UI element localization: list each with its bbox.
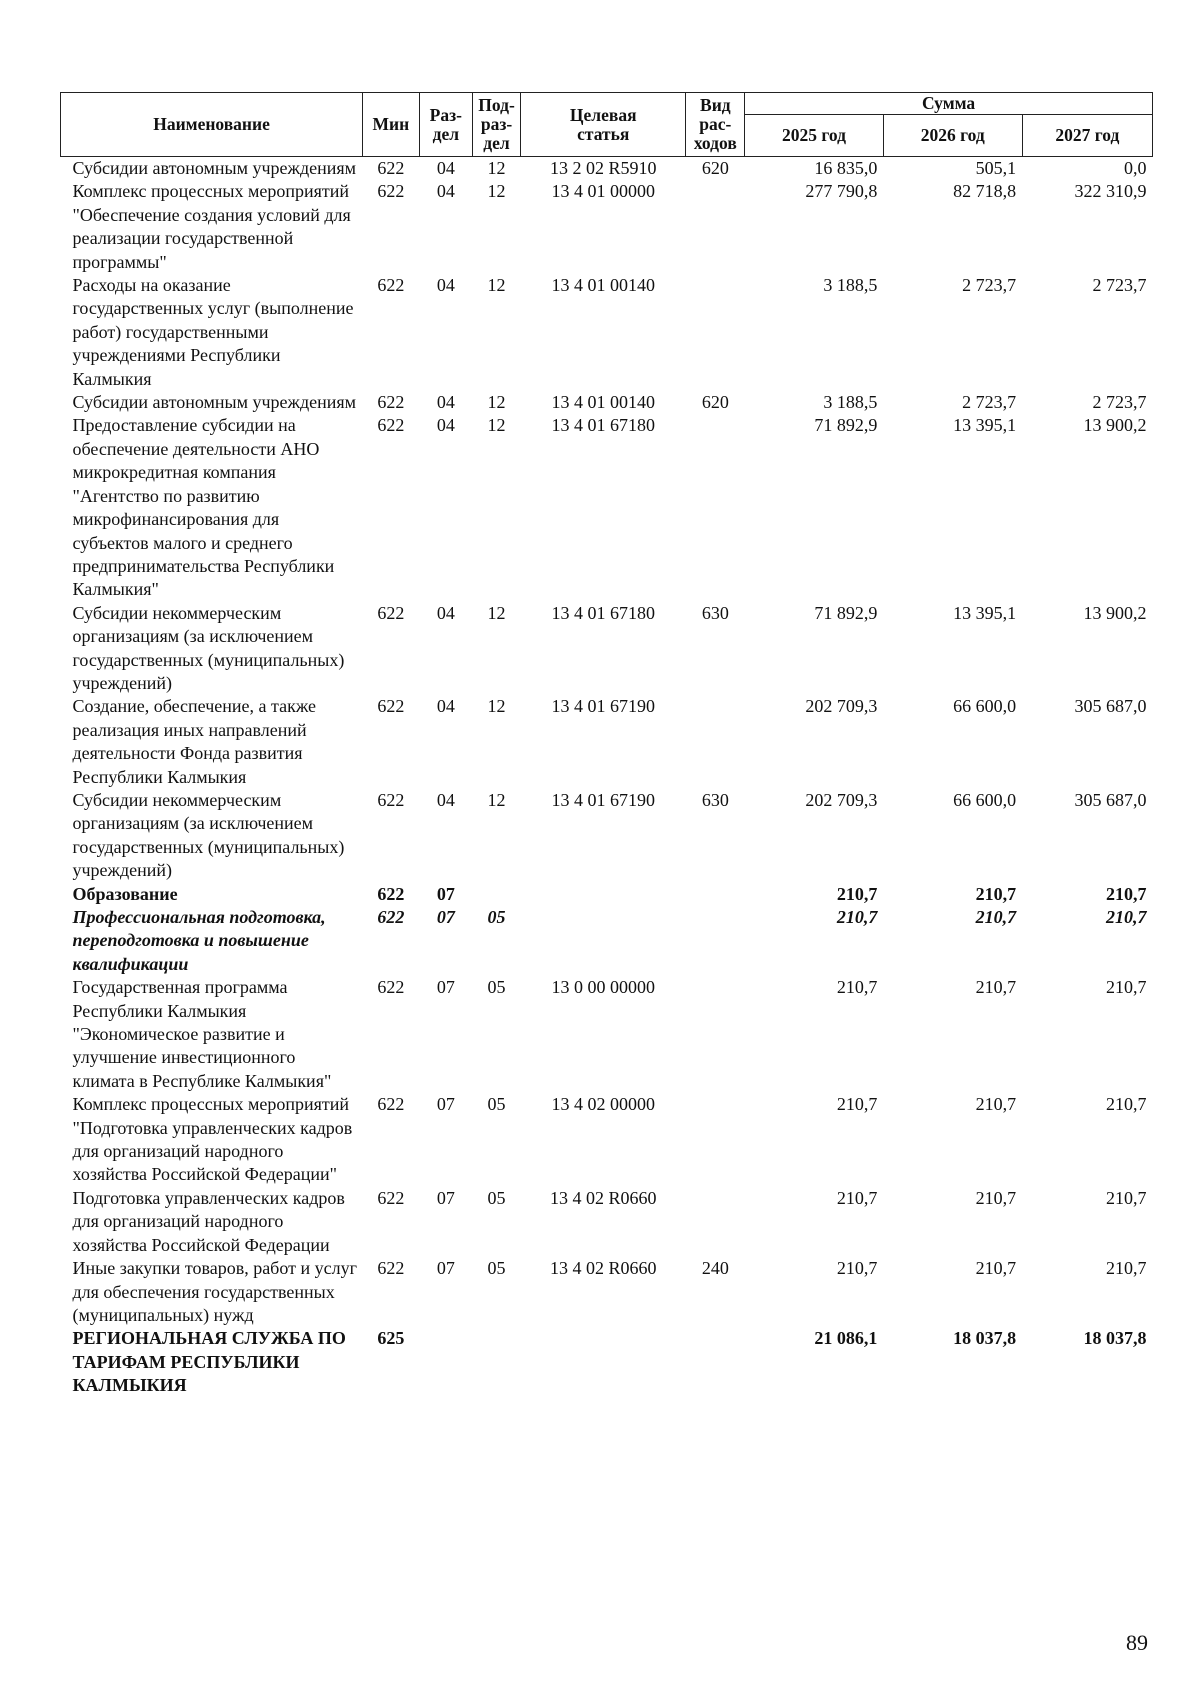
row-target-article: 13 0 00 00000	[551, 977, 655, 998]
row-sum-2025: 210,7	[836, 883, 878, 904]
row-podrazdel	[473, 1327, 521, 1397]
row-sum-2027: 2 723,7	[1092, 392, 1147, 413]
row-sum-2025: 210,7	[836, 1187, 878, 1208]
row-target-article	[521, 906, 686, 976]
row-target-article: 13 4 01 00140	[551, 275, 655, 296]
row-razdel: 07	[436, 1258, 455, 1279]
row-name: Создание, обеспечение, а также реализация иных направлений деятельности Фонда развития Республики Калмыкия	[72, 696, 317, 787]
row-podrazdel: 12	[487, 789, 506, 810]
row-expense-type: 240	[701, 1258, 729, 1279]
row-razdel: 04	[436, 602, 455, 623]
header-razdel: Раз- дел	[419, 93, 472, 157]
table-row	[61, 602, 1153, 696]
row-name: Подготовка управленческих кадров для организаций народного хозяйства Российской Федерации	[72, 1187, 345, 1255]
row-sum-2025: 210,7	[836, 977, 878, 998]
row-razdel: 04	[436, 275, 455, 296]
row-razdel: 04	[436, 696, 455, 717]
row-min: 622	[377, 158, 405, 178]
header-year-2027: 2027 год	[1022, 115, 1152, 157]
row-sum-2027: 2 723,7	[1092, 275, 1147, 296]
table-row	[61, 976, 1153, 1093]
row-name: РЕГИОНАЛЬНАЯ СЛУЖБА ПО ТАРИФАМ РЕСПУБЛИКИ КАЛМЫКИЯ	[72, 1328, 346, 1396]
row-expense-type	[686, 1093, 745, 1187]
row-podrazdel: 05	[487, 1258, 506, 1279]
row-sum-2026: 18 037,8	[953, 1328, 1017, 1349]
row-expense-type: 620	[701, 392, 729, 413]
table-row	[61, 1257, 1153, 1327]
row-min: 622	[377, 883, 405, 904]
row-sum-2027: 210,7	[1106, 1094, 1147, 1115]
table-row	[61, 695, 1153, 789]
row-sum-2025: 210,7	[836, 1258, 878, 1279]
row-name: Субсидии некоммерческим организациям (за исключением государственных (муниципальных) учреждений)	[72, 789, 345, 881]
row-sum-2026: 13 395,1	[953, 602, 1017, 623]
row-sum-2027: 305 687,0	[1074, 789, 1147, 810]
row-min: 625	[377, 1328, 405, 1349]
row-target-article	[521, 883, 686, 906]
row-sum-2026: 2 723,7	[962, 392, 1017, 413]
row-name: Комплекс процессных мероприятий "Обеспечение создания условий для реализации государственной программы"	[72, 181, 351, 272]
row-razdel: 04	[436, 158, 455, 178]
table-row	[61, 789, 1153, 883]
row-sum-2025: 21 086,1	[814, 1328, 878, 1349]
table-row	[61, 1187, 1153, 1257]
row-expense-type	[686, 695, 745, 789]
row-expense-type: 630	[701, 789, 729, 810]
row-razdel: 04	[436, 181, 455, 202]
row-sum-2027: 13 900,2	[1083, 602, 1147, 623]
row-min: 622	[377, 907, 405, 927]
row-min: 622	[377, 1094, 405, 1115]
row-target-article: 13 4 02 R0660	[549, 1258, 657, 1279]
row-podrazdel: 12	[487, 275, 506, 296]
table-row	[61, 157, 1153, 181]
row-name: Профессиональная подготовка, переподготовка и повышение квалификации	[72, 907, 326, 974]
row-min: 622	[377, 392, 405, 413]
row-sum-2025: 202 709,3	[805, 696, 878, 717]
row-razdel: 07	[436, 883, 455, 904]
row-sum-2026: 210,7	[975, 907, 1017, 927]
row-name: Предоставление субсидии на обеспечение деятельности АНО микрокредитная компания "Агентство по развитию микрофинансирования для субъектов малого и среднего предпринимательства Республики Калмыкия"	[72, 415, 335, 600]
row-podrazdel: 05	[487, 1094, 506, 1115]
row-podrazdel: 12	[487, 181, 506, 202]
row-razdel: 07	[436, 1187, 455, 1208]
row-min: 622	[377, 977, 405, 998]
row-min: 622	[377, 789, 405, 810]
table-row	[61, 274, 1153, 391]
row-min: 622	[377, 415, 405, 436]
header-year-2026: 2026 год	[883, 115, 1022, 157]
row-target-article: 13 4 01 00140	[551, 392, 655, 413]
row-sum-2025: 71 892,9	[814, 602, 878, 623]
row-sum-2026: 210,7	[975, 1258, 1017, 1279]
row-sum-2027: 18 037,8	[1083, 1328, 1147, 1349]
table-row	[61, 1093, 1153, 1187]
row-sum-2025: 210,7	[836, 907, 878, 927]
row-razdel: 04	[436, 789, 455, 810]
row-min: 622	[377, 181, 405, 202]
row-podrazdel: 12	[487, 696, 506, 717]
row-podrazdel: 05	[487, 907, 506, 927]
row-target-article: 13 4 01 67190	[551, 696, 655, 717]
header-expense-type: Вид рас- ходов	[686, 93, 745, 157]
row-sum-2026: 210,7	[975, 883, 1017, 904]
row-expense-type: 620	[701, 158, 729, 178]
row-sum-2027: 305 687,0	[1074, 696, 1147, 717]
row-sum-2025: 210,7	[836, 1094, 878, 1115]
header-year-2025: 2025 год	[745, 115, 884, 157]
row-razdel: 07	[436, 907, 455, 927]
row-sum-2027: 210,7	[1106, 907, 1147, 927]
row-sum-2026: 66 600,0	[953, 789, 1017, 810]
row-sum-2025: 3 188,5	[823, 275, 878, 296]
page-number: 89	[1126, 1630, 1148, 1655]
row-target-article: 13 4 01 67180	[551, 415, 655, 436]
row-sum-2027: 210,7	[1106, 883, 1147, 904]
table-body	[61, 157, 1153, 1398]
row-sum-2027: 210,7	[1106, 1187, 1147, 1208]
row-sum-2026: 210,7	[975, 977, 1017, 998]
table-row	[61, 414, 1153, 601]
row-sum-2026: 210,7	[975, 1094, 1017, 1115]
row-min: 622	[377, 696, 405, 717]
row-razdel: 07	[436, 977, 455, 998]
row-target-article: 13 4 02 R0660	[549, 1187, 657, 1208]
row-min: 622	[377, 275, 405, 296]
row-expense-type	[686, 414, 745, 601]
table-row	[61, 1327, 1153, 1397]
row-target-article	[521, 1327, 686, 1397]
row-sum-2025: 277 790,8	[805, 181, 878, 202]
row-podrazdel: 12	[487, 415, 506, 436]
row-sum-2026: 13 395,1	[953, 415, 1017, 436]
row-podrazdel: 12	[487, 392, 506, 413]
row-target-article: 13 4 01 00000	[551, 181, 655, 202]
row-expense-type	[686, 274, 745, 391]
row-min: 622	[377, 1258, 405, 1279]
table-row	[61, 180, 1153, 274]
row-expense-type	[686, 906, 745, 976]
row-target-article: 13 4 01 67180	[551, 602, 655, 623]
table-row	[61, 391, 1153, 414]
row-sum-2026: 82 718,8	[953, 181, 1017, 202]
row-podrazdel	[473, 883, 521, 906]
row-min: 622	[377, 1187, 405, 1208]
row-podrazdel: 12	[487, 602, 506, 623]
row-target-article: 13 4 01 67190	[551, 789, 655, 810]
row-sum-2026: 2 723,7	[962, 275, 1017, 296]
table-row	[61, 883, 1153, 906]
row-podrazdel: 05	[487, 1187, 506, 1208]
row-sum-2026: 66 600,0	[953, 696, 1017, 717]
header-name: Наименование	[61, 93, 363, 157]
row-sum-2025: 202 709,3	[805, 789, 878, 810]
row-podrazdel: 05	[487, 977, 506, 998]
row-name: Иные закупки товаров, работ и услуг для обеспечения государственных (муниципальных) нужд	[72, 1258, 357, 1325]
table-row	[61, 906, 1153, 976]
header-podrazdel: Под- раз- дел	[473, 93, 521, 157]
header-min: Мин	[363, 93, 420, 157]
row-name: Образование	[72, 883, 178, 904]
row-sum-2026: 210,7	[975, 1187, 1017, 1208]
row-name: Субсидии автономным учреждениям	[72, 392, 357, 413]
row-razdel: 04	[436, 415, 455, 436]
row-expense-type	[686, 1327, 745, 1397]
row-sum-2025: 3 188,5	[823, 392, 878, 413]
header-sum: Сумма	[745, 93, 1153, 115]
row-expense-type	[686, 1187, 745, 1257]
row-podrazdel: 12	[487, 158, 506, 178]
row-sum-2027: 0,0	[1124, 158, 1147, 178]
row-razdel: 07	[436, 1094, 455, 1115]
row-expense-type: 630	[701, 602, 729, 623]
header-target-article: Целевая статья	[521, 93, 686, 157]
row-sum-2027: 210,7	[1106, 1258, 1147, 1279]
row-sum-2026: 505,1	[975, 158, 1017, 178]
row-name: Субсидии автономным учреждениям	[72, 158, 357, 178]
row-expense-type	[686, 180, 745, 274]
row-sum-2025: 71 892,9	[814, 415, 878, 436]
row-target-article: 13 2 02 R5910	[549, 158, 657, 178]
row-name: Комплекс процессных мероприятий "Подготовка управленческих кадров для организаций народного хозяйства Российской Федерации"	[72, 1094, 353, 1185]
row-expense-type	[686, 976, 745, 1093]
row-razdel	[419, 1327, 472, 1397]
budget-table	[60, 92, 1153, 1398]
row-sum-2027: 322 310,9	[1074, 181, 1147, 202]
row-target-article: 13 4 02 00000	[551, 1094, 655, 1115]
row-razdel: 04	[436, 392, 455, 413]
row-sum-2025: 16 835,0	[814, 158, 878, 178]
row-name: Государственная программа Республики Калмыкия "Экономическое развитие и улучшение инвестиционного климата в Республике Калмыкия"	[72, 977, 332, 1091]
row-sum-2027: 210,7	[1106, 977, 1147, 998]
table-header	[61, 93, 1153, 157]
row-name: Расходы на оказание государственных услуг (выполнение работ) государственными учреждениями Республики Калмыкия	[72, 275, 354, 389]
row-min: 622	[377, 602, 405, 623]
row-expense-type	[686, 883, 745, 906]
row-sum-2027: 13 900,2	[1083, 415, 1147, 436]
row-name: Субсидии некоммерческим организациям (за исключением государственных (муниципальных) учреждений)	[72, 602, 345, 693]
